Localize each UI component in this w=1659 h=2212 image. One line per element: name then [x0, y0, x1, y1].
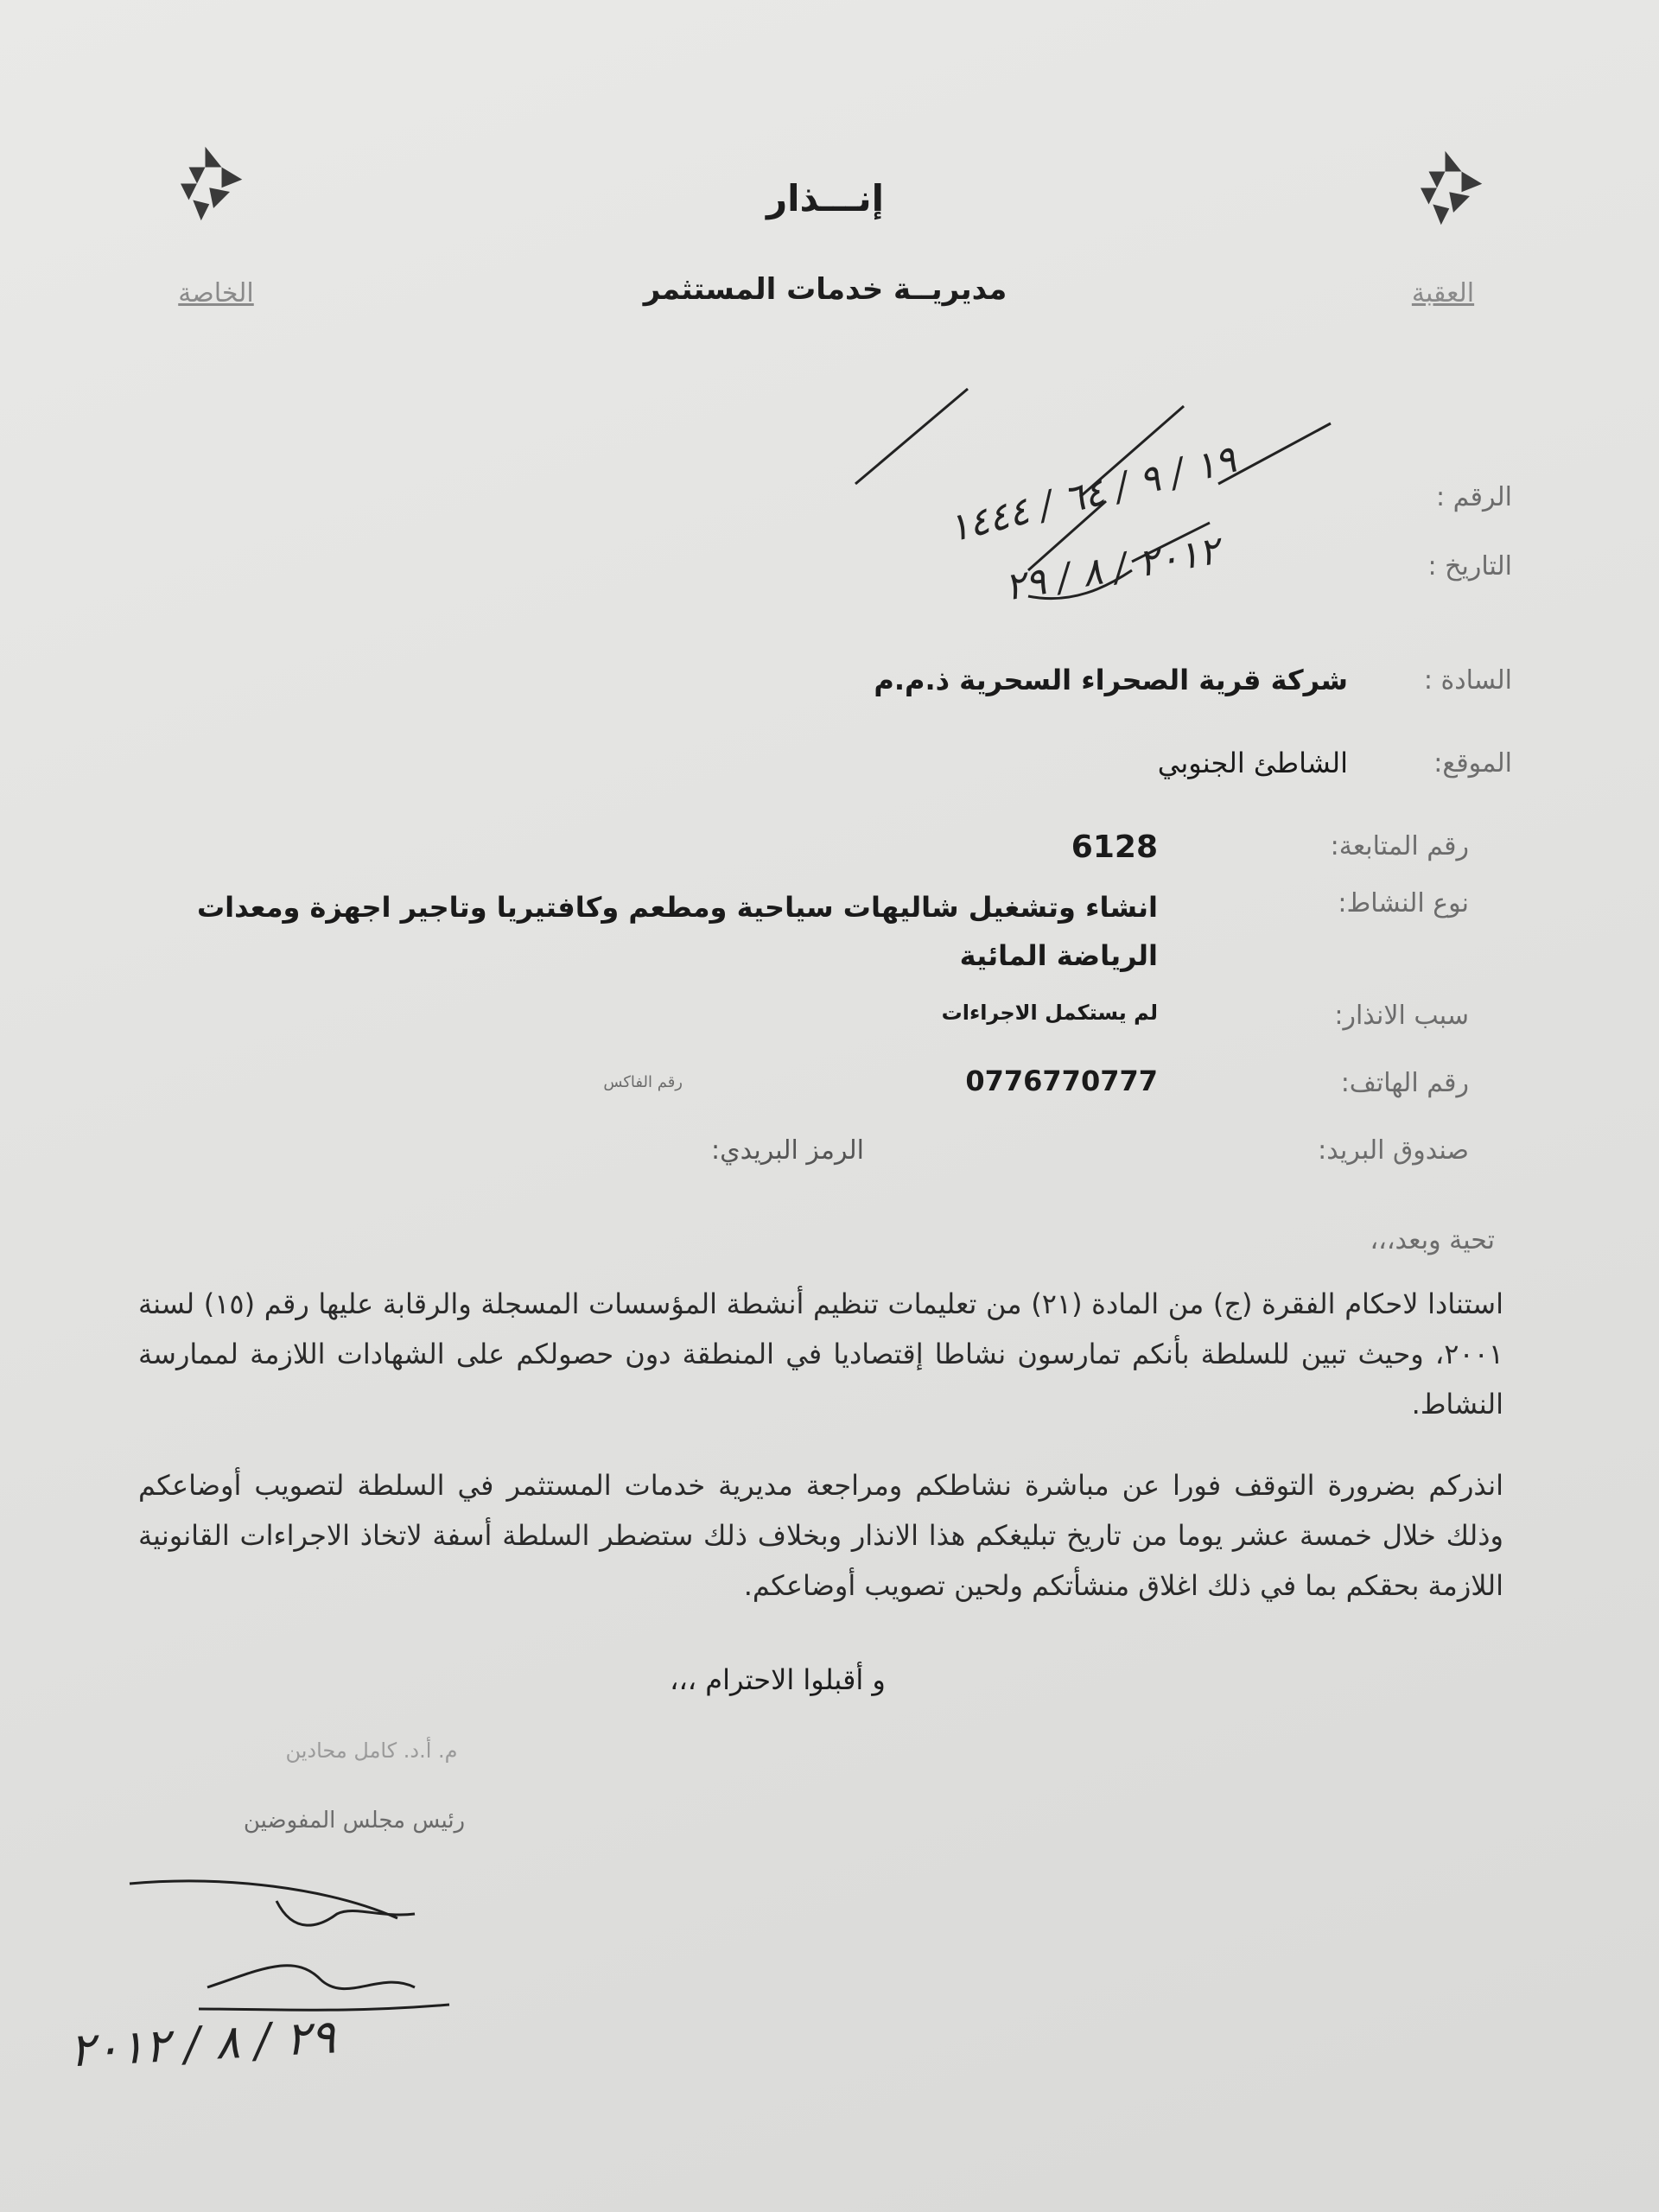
postal-code-label: الرمز البريدي:: [711, 1135, 864, 1166]
phone-number-value: 0776770777: [965, 1065, 1158, 1097]
warning-reason-label: سبب الانذار:: [1334, 1001, 1469, 1031]
handwritten-reference-number: ١٩ / ٩ / ٦٤ / ١٤٤٤: [944, 436, 1241, 551]
document-title: إنـــذار: [766, 177, 885, 219]
body-paragraph-2: انذركم بضرورة التوقف فورا عن مباشرة نشاطكم ومراجعة مديرية خدمات المستثمر في السلطة لتصويب أوضاعكم وذلك خلال خمسة عشر يوما من تاريخ تبليغكم هذا الانذار وبخلاف ذلك ستضطر السلطة أسفة لاتخاذ الاجراءات القانونية اللازمة بحقكم بما في ذلك اغلاق منشأتكم ولحين تصويب أوضاعكم.: [138, 1469, 1503, 1602]
reference-number-label: الرقم :: [1436, 482, 1512, 512]
followup-number-value: 6128: [1071, 830, 1158, 865]
warning-reason-value: لم يستكمل الاجراءات: [941, 1001, 1158, 1025]
fax-number-label: رقم الفاكس: [603, 1073, 683, 1091]
handwritten-reference-date: ٢٠١٢ / ٨ / ٢٩: [1001, 528, 1224, 610]
left-logo-caption: الخاصة: [178, 278, 254, 308]
authority-logo-left-icon: [164, 143, 246, 225]
right-logo-caption: العقبة: [1411, 278, 1475, 308]
company-label: السادة :: [1423, 665, 1512, 696]
body-paragraph-1: استنادا لاحكام الفقرة (ج) من المادة (٢١) من تعليمات تنظيم أنشطة المؤسسات المسجلة والرقابة عليها رقم (١٥) لسنة ٢٠٠١، وحيث تبين للسلطة بأنكم تمارسون نشاطا إقتصاديا في المنطقة دون حصولكم على الشهادات اللازمة لممارسة النشاط.: [138, 1287, 1504, 1421]
signatory-name: م. أ.د. كامل محادين: [285, 1738, 458, 1763]
followup-number-label: رقم المتابعة:: [1330, 831, 1469, 861]
closing-text: و أقبلوا الاحترام ،،،: [670, 1663, 886, 1696]
phone-number-label: رقم الهاتف:: [1340, 1068, 1469, 1098]
handwritten-signature-date: ٢٩ / ٨ / ٢٠١٢: [67, 2009, 337, 2078]
po-box-label: صندوق البريد:: [1318, 1135, 1469, 1166]
document-subtitle: مديريــة خدمات المستثمر: [643, 272, 1007, 307]
greeting-text: تحية وبعد،،،: [1370, 1225, 1495, 1255]
company-value: شركة قرية الصحراء السحرية ذ.م.م: [874, 664, 1348, 696]
location-value: الشاطئ الجنوبي: [1157, 747, 1348, 779]
signatory-role: رئيس مجلس المفوضين: [243, 1808, 466, 1834]
activity-type-value: انشاء وتشغيل شاليهات سياحية ومطعم وكافتيريا وتاجير اجهزة ومعدات الرياضة المائية: [197, 891, 1158, 972]
authority-logo-right-icon: [1404, 147, 1486, 229]
reference-date-label: التاريخ :: [1427, 551, 1512, 582]
location-label: الموقع:: [1433, 748, 1512, 779]
activity-type-label: نوع النشاط:: [1338, 888, 1469, 918]
